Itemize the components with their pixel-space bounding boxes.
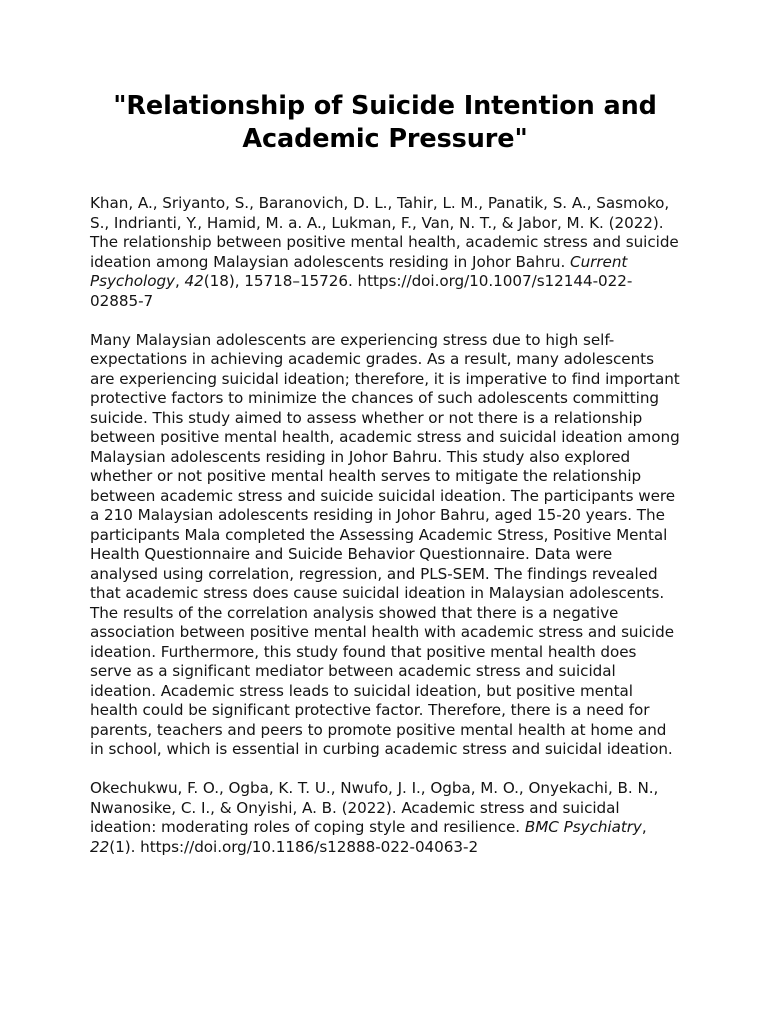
reference-2-journal: BMC Psychiatry: [524, 818, 642, 836]
reference-1-authors-title: Khan, A., Sriyanto, S., Baranovich, D. L., Tahir, L. M., Panatik, S. A., Sasmoko, S., Indrianti, Y., Hamid, M. a. A., Lukman, F., Van, N. T., & Jabor, M. K. (2022). The relationship between positive mental health, academic stress and suicide ideation among Malaysian adolescents residing in Johor Bahru.: [90, 194, 679, 271]
reference-1: [90, 194, 680, 311]
reference-2: [90, 779, 680, 857]
reference-2-volume: 22: [90, 837, 110, 856]
reference-1-issue-doi: (18), 15718–15726. https://doi.org/10.1007/s12144-022-02885-7: [90, 272, 633, 310]
abstract-paragraph: Many Malaysian adolescents are experiencing stress due to high self-expectations in achieving academic grades. As a result, many adolescents are experiencing suicidal ideation; therefore, it is imperative to find important protective factors to minimize the chances of such adolescents committing suicide. This study aimed to assess whether or not there is a relationship between positive mental health, academic stress and suicidal ideation among Malaysian adolescents residing in Johor Bahru. This study also explored whether or not positive mental health serves to mitigate the relationship between academic stress and suicide suicidal ideation. The participants were a 210 Malaysian adolescents residing in Johor Bahru, aged 15-20 years. The participants Mala completed the Assessing Academic Stress, Positive Mental Health Questionnaire and Suicide Behavior Questionnaire. Data were analysed using correlation, regression, and PLS-SEM. The findings revealed that academic stress does cause suicidal ideation in Malaysian adolescents. The results of the correlation analysis showed that there is a negative association between positive mental health with academic stress and suicide ideation. Furthermore, this study found that positive mental health does serve as a significant mediator between academic stress and suicidal ideation. Academic stress leads to suicidal ideation, but positive mental health could be significant protective factor. Therefore, there is a need for parents, teachers and peers to promote positive mental health at home and in school, which is essential in curbing academic stress and suicidal ideation.: [90, 330, 680, 758]
reference-2-separator: ,: [641, 818, 647, 836]
document-page: [90, 90, 680, 877]
reference-1-separator: ,: [174, 272, 185, 290]
reference-2-authors-title: Okechukwu, F. O., Ogba, K. T. U., Nwufo, J. I., Ogba, M. O., Onyekachi, B. N., Nwanosike, C. I., & Onyishi, A. B. (2022). Academic stress and suicidal ideation: moderating roles of coping style and resilience.: [90, 779, 659, 836]
reference-1-volume: 42: [184, 272, 204, 290]
reference-1-journal: Current Psychology: [90, 252, 628, 290]
reference-2-issue-doi: (1). https://doi.org/10.1186/s12888-022-04063-2: [109, 837, 479, 856]
document-title: "Relationship of Suicide Intention and Academic Pressure": [113, 91, 657, 154]
